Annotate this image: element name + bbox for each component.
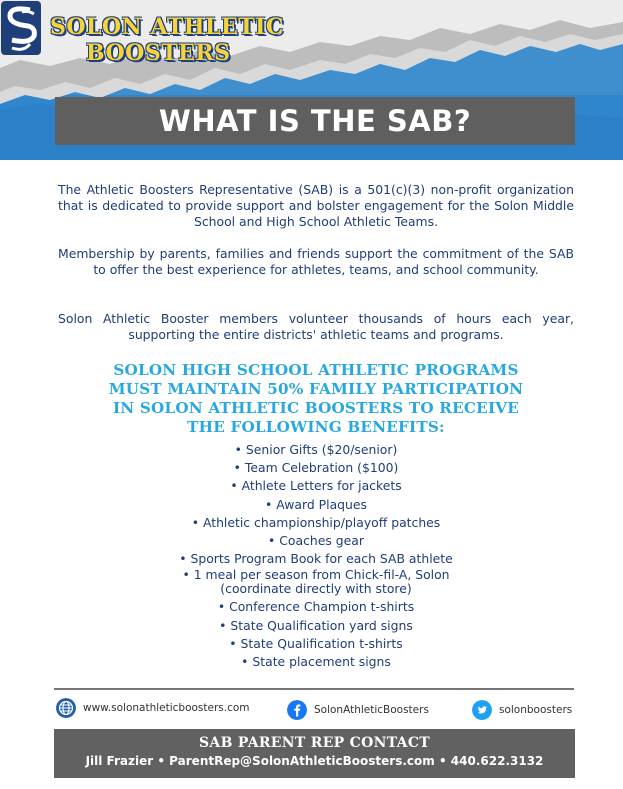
headline-line: THE FOLLOWING BENEFITS:	[187, 418, 445, 436]
benefit-item: • Award Plaques	[265, 496, 367, 512]
benefit-item: • State Qualification yard signs	[219, 617, 413, 633]
page-title: WHAT IS THE SAB?	[55, 97, 575, 145]
benefit-item: • Sports Program Book for each SAB athlete	[179, 551, 453, 567]
header-banner	[0, 0, 623, 160]
headline-line: SOLON HIGH SCHOOL ATHLETIC PROGRAMS	[113, 361, 519, 379]
benefit-item-main: • 1 meal per season from Chick-fil-A, Solon	[182, 567, 450, 583]
globe-icon	[56, 698, 76, 718]
benefit-item: • Senior Gifts ($20/senior)	[234, 442, 398, 457]
benefit-item: • State placement signs	[241, 654, 391, 670]
benefit-item: • State Qualification t-shirts	[229, 635, 403, 651]
website-url: www.solonathleticboosters.com	[83, 702, 250, 714]
twitter-handle: solonboosters	[499, 704, 573, 716]
facebook-link[interactable]	[287, 699, 429, 721]
benefit-item-note: (coordinate directly with store)	[220, 581, 412, 597]
brand-name-line2: BOOSTERS	[86, 40, 231, 66]
twitter-link[interactable]	[472, 699, 572, 721]
twitter-icon	[472, 700, 492, 720]
parent-rep-contact-box	[54, 729, 575, 778]
website-link[interactable]	[56, 697, 250, 719]
footer-title: SAB PARENT REP CONTACT	[199, 735, 430, 751]
intro-paragraph-1: The Athletic Boosters Representative (SAB) is a 501(c)(3) non-profit organization that is dedicated to provide support and bolster engagement for the Solon Middle School and High School Athletic Teams.	[58, 182, 574, 229]
benefits-headline	[58, 361, 574, 437]
headline-line: IN SOLON ATHLETIC BOOSTERS TO RECEIVE	[112, 399, 520, 417]
facebook-handle: SolonAthleticBoosters	[314, 704, 429, 716]
benefit-item: • Conference Champion t-shirts	[217, 599, 415, 615]
brand-name-line1: SOLON ATHLETIC	[50, 14, 284, 40]
benefit-item: • Team Celebration ($100)	[233, 460, 399, 476]
benefit-item	[100, 568, 532, 595]
solon-sc-logo	[0, 0, 42, 56]
benefit-item: • Athlete Letters for jackets	[230, 478, 402, 494]
divider	[54, 688, 574, 690]
benefits-list	[100, 441, 532, 671]
footer-contact-line: Jill Frazier • ParentRep@SolonAthleticBoosters.com • 440.622.3132	[85, 754, 544, 768]
benefit-item: • Coaches gear	[268, 533, 364, 549]
intro-paragraph-3: Solon Athletic Booster members volunteer thousands of hours each year, supporting the entire districts' athletic teams and programs.	[58, 311, 574, 342]
benefit-item: • Athletic championship/playoff patches	[191, 514, 441, 530]
headline-line: MUST MAINTAIN 50% FAMILY PARTICIPATION	[108, 380, 524, 398]
intro-paragraph-2: Membership by parents, families and friends support the commitment of the SAB to offer the best experience for athletes, teams, and school community.	[58, 246, 574, 277]
facebook-icon	[287, 700, 307, 720]
